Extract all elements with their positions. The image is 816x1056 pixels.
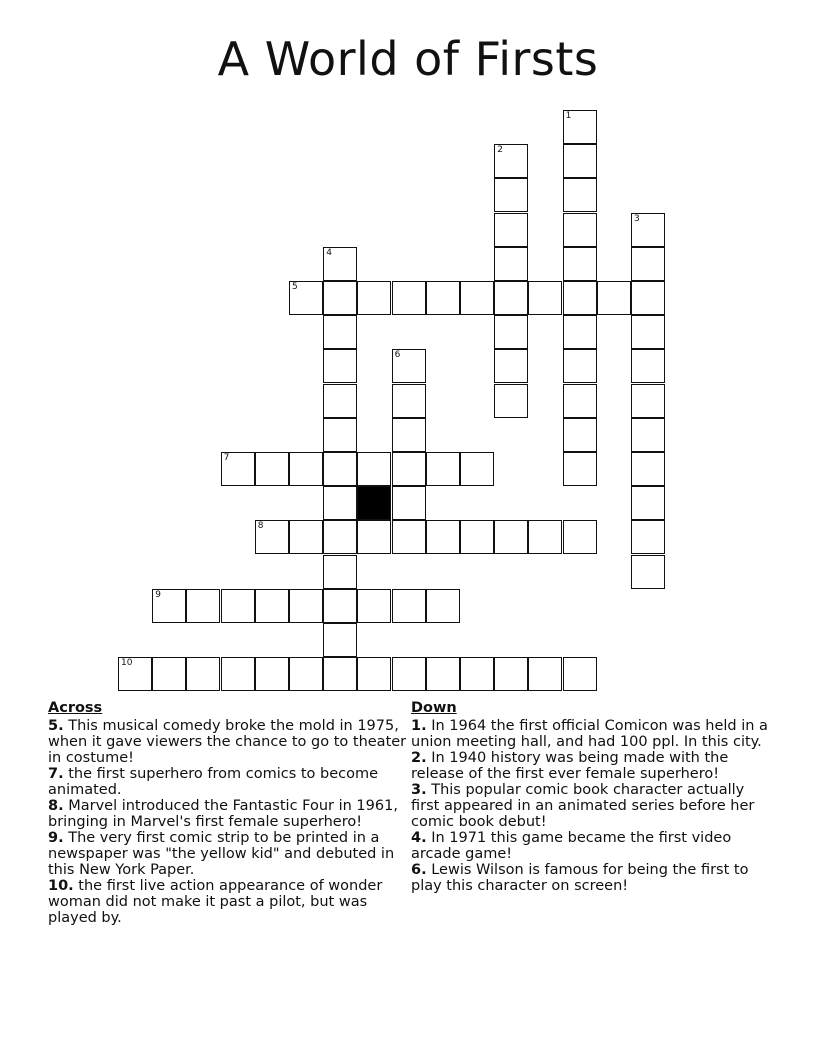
grid-cell[interactable]	[460, 520, 494, 554]
down-heading: Down	[411, 700, 457, 716]
grid-cell[interactable]	[323, 452, 357, 486]
down-clue	[411, 830, 773, 862]
grid-cell[interactable]	[392, 589, 426, 623]
grid-cell[interactable]	[528, 281, 562, 315]
grid-cell[interactable]	[186, 589, 220, 623]
across-clue	[48, 766, 410, 798]
grid-cell[interactable]	[494, 315, 528, 349]
grid-cell[interactable]	[323, 247, 357, 281]
grid-cell[interactable]	[118, 657, 152, 691]
clue-text: In 1940 history was being made with the release of the first ever female superhero!	[411, 750, 729, 782]
grid-cell[interactable]	[392, 486, 426, 520]
grid-cell[interactable]	[563, 418, 597, 452]
across-heading: Across	[48, 700, 103, 716]
grid-cell[interactable]	[494, 178, 528, 212]
black-square	[357, 486, 391, 520]
cell-number: 5	[292, 282, 298, 292]
grid-cell[interactable]	[494, 144, 528, 178]
puzzle-title: A World of Firsts	[217, 32, 599, 86]
grid-cell[interactable]	[460, 281, 494, 315]
grid-cell[interactable]	[563, 213, 597, 247]
clue-number: 9.	[48, 830, 64, 846]
grid-cell[interactable]	[426, 589, 460, 623]
grid-cell[interactable]	[221, 452, 255, 486]
grid-cell[interactable]	[631, 349, 665, 383]
grid-cell[interactable]	[392, 520, 426, 554]
grid-cell[interactable]	[392, 452, 426, 486]
grid-cell[interactable]	[631, 452, 665, 486]
clue-number: 7.	[48, 766, 64, 782]
grid-cell[interactable]	[631, 555, 665, 589]
grid-cell[interactable]	[528, 520, 562, 554]
grid-cell[interactable]	[323, 418, 357, 452]
across-clue	[48, 798, 410, 830]
grid-cell[interactable]	[563, 520, 597, 554]
grid-cell[interactable]	[323, 520, 357, 554]
grid-cell[interactable]	[289, 657, 323, 691]
cell-number: 3	[634, 213, 640, 224]
grid-cell[interactable]	[255, 520, 289, 554]
grid-cell[interactable]	[563, 452, 597, 486]
clue-text: In 1971 this game became the first video arcade game!	[411, 830, 732, 862]
grid-cell[interactable]	[255, 589, 289, 623]
down-clue	[411, 862, 773, 894]
grid-cell[interactable]	[392, 349, 426, 383]
grid-cell[interactable]	[494, 213, 528, 247]
grid-cell[interactable]	[255, 452, 289, 486]
clue-number: 5.	[48, 718, 64, 734]
grid-cell[interactable]	[323, 589, 357, 623]
grid-cell[interactable]	[426, 657, 460, 691]
grid-cell[interactable]	[631, 418, 665, 452]
grid-cell[interactable]	[255, 657, 289, 691]
grid-cell[interactable]	[563, 384, 597, 418]
across-clue	[48, 830, 410, 878]
grid-cell[interactable]	[528, 657, 562, 691]
grid-cell[interactable]	[289, 520, 323, 554]
grid-cell[interactable]	[460, 657, 494, 691]
clue-text: In 1964 the first official Comicon was held in a union meeting hall, and had 100 ppl. In this city.	[411, 718, 768, 750]
grid-cell[interactable]	[563, 110, 597, 144]
grid-cell[interactable]	[392, 657, 426, 691]
grid-cell[interactable]	[152, 589, 186, 623]
grid-cell[interactable]	[357, 281, 391, 315]
grid-cell[interactable]	[392, 418, 426, 452]
grid-cell[interactable]	[392, 281, 426, 315]
clue-text: Lewis Wilson is famous for being the first to play this character on screen!	[411, 862, 749, 894]
down-clues	[411, 700, 773, 894]
grid-cell[interactable]	[357, 657, 391, 691]
clue-number: 1.	[411, 718, 427, 734]
grid-cell[interactable]	[152, 657, 186, 691]
cell-number: 8	[257, 521, 264, 532]
cell-number: 9	[155, 589, 161, 600]
grid-cell[interactable]	[494, 247, 528, 281]
grid-cell[interactable]	[563, 144, 597, 178]
cell-number: 7	[223, 453, 230, 463]
across-clue	[48, 878, 410, 926]
clue-text: Marvel introduced the Fantastic Four in 1961, bringing in Marvel's first female superhero!	[48, 798, 398, 830]
grid-cell[interactable]	[323, 349, 357, 383]
down-clue	[411, 718, 773, 750]
grid-cell[interactable]	[631, 486, 665, 520]
grid-cell[interactable]	[563, 349, 597, 383]
grid-cell[interactable]	[392, 384, 426, 418]
grid-cell[interactable]	[289, 452, 323, 486]
grid-cell[interactable]	[323, 623, 357, 657]
grid-cell[interactable]	[494, 657, 528, 691]
clue-number: 3.	[411, 782, 427, 798]
grid-cell[interactable]	[323, 315, 357, 349]
grid-cell[interactable]	[631, 315, 665, 349]
grid-cell[interactable]	[563, 247, 597, 281]
grid-cell[interactable]	[426, 520, 460, 554]
grid-cell[interactable]	[289, 281, 323, 315]
cell-number: 2	[497, 145, 503, 156]
grid-cell[interactable]	[323, 657, 357, 691]
cell-number: 4	[326, 247, 332, 258]
grid-cell[interactable]	[426, 452, 460, 486]
grid-cell[interactable]	[494, 384, 528, 418]
grid-cell[interactable]	[631, 384, 665, 418]
grid-cell[interactable]	[563, 281, 597, 315]
clue-number: 10.	[48, 878, 74, 894]
grid-cell[interactable]	[597, 281, 631, 315]
grid-cell[interactable]	[494, 281, 528, 315]
grid-cell[interactable]	[494, 520, 528, 554]
grid-cell[interactable]	[563, 315, 597, 349]
grid-cell[interactable]	[426, 281, 460, 315]
grid-cell[interactable]	[563, 657, 597, 691]
down-clue	[411, 782, 773, 830]
clue-text: This popular comic book character actually first appeared in an animated series before her comic book debut!	[411, 782, 755, 830]
clue-number: 4.	[411, 830, 427, 846]
grid-cell[interactable]	[221, 657, 255, 691]
across-clue	[48, 718, 410, 766]
cell-number: 10	[121, 658, 133, 669]
grid-cell[interactable]	[357, 589, 391, 623]
grid-cell[interactable]	[323, 281, 357, 315]
grid-cell[interactable]	[323, 384, 357, 418]
grid-cell[interactable]	[494, 349, 528, 383]
cell-number: 1	[565, 111, 572, 121]
clue-text: the first superhero from comics to become animated.	[48, 766, 379, 798]
clue-text: This musical comedy broke the mold in 1975, when it gave viewers the chance to go to theater in costume!	[48, 718, 407, 766]
grid-cell[interactable]	[563, 178, 597, 212]
clue-number: 6.	[411, 862, 427, 878]
grid-cell[interactable]	[323, 486, 357, 520]
cell-number: 6	[394, 350, 401, 361]
clue-text: the first live action appearance of wonder woman did not make it past a pilot, but was played by.	[48, 878, 383, 926]
grid-cell[interactable]	[631, 281, 665, 315]
grid-cell[interactable]	[460, 452, 494, 486]
grid-cell[interactable]	[631, 213, 665, 247]
grid-cell[interactable]	[323, 555, 357, 589]
down-clue	[411, 750, 773, 782]
grid-cell[interactable]	[631, 520, 665, 554]
clue-number: 2.	[411, 750, 427, 766]
clue-number: 8.	[48, 798, 64, 814]
grid-cell[interactable]	[631, 247, 665, 281]
across-clues	[48, 700, 410, 926]
clue-text: The very first comic strip to be printed in a newspaper was "the yellow kid" and debuted in this New York Paper.	[48, 830, 395, 878]
grid-cell[interactable]	[289, 589, 323, 623]
grid-cell[interactable]	[221, 589, 255, 623]
grid-cell[interactable]	[186, 657, 220, 691]
grid-cell[interactable]	[357, 520, 391, 554]
grid-cell[interactable]	[357, 452, 391, 486]
